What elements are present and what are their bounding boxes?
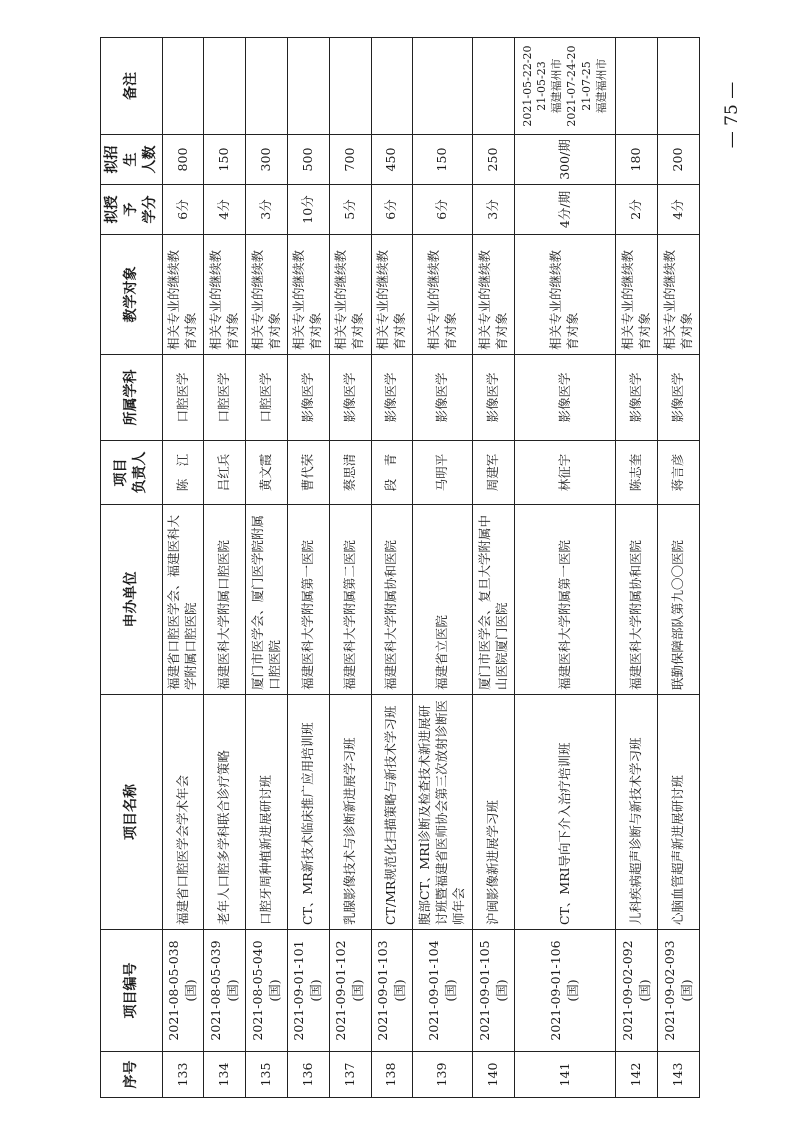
cell-code: 2021-09-01-105 (国) — [473, 930, 515, 1052]
cell-remark — [329, 38, 371, 135]
header-code: 项目编号 — [101, 930, 163, 1052]
header-leader: 项目 负责人 — [101, 441, 163, 505]
cell-unit: 福建省口腔医学会、福建医科大学附属口腔医院 — [162, 505, 204, 695]
cell-unit: 福建医科大学附属口腔医院 — [204, 505, 246, 695]
cell-target: 相关专业的继续教育对象 — [413, 235, 473, 355]
cell-code: 2021-09-02-093 (国) — [658, 930, 700, 1052]
cell-leader: 陈 江 — [162, 441, 204, 505]
cell-credit: 6分 — [162, 185, 204, 235]
cell-seq: 136 — [287, 1052, 329, 1098]
cell-count: 700 — [329, 135, 371, 185]
cell-unit: 厦门市医学会、厦门医学院附属口腔医院 — [246, 505, 288, 695]
cell-target: 相关专业的继续教育对象 — [162, 235, 204, 355]
cell-target: 相关专业的继续教育对象 — [371, 235, 413, 355]
cell-credit: 4分 — [658, 185, 700, 235]
table-row — [371, 38, 413, 1098]
header-target: 教学对象 — [101, 235, 163, 355]
table-row — [204, 38, 246, 1098]
page-number — [712, 60, 752, 170]
cell-credit: 2分 — [616, 185, 658, 235]
table-row — [473, 38, 515, 1098]
cell-count: 300 — [246, 135, 288, 185]
cell-discipline: 影像医学 — [371, 355, 413, 441]
cell-credit: 6分 — [371, 185, 413, 235]
cell-target: 相关专业的继续教育对象 — [287, 235, 329, 355]
cell-leader: 周建军 — [473, 441, 515, 505]
cell-remark — [473, 38, 515, 135]
header-seq: 序号 — [101, 1052, 163, 1098]
cell-leader: 曹代荣 — [287, 441, 329, 505]
cell-seq: 133 — [162, 1052, 204, 1098]
cell-count: 800 — [162, 135, 204, 185]
cell-target: 相关专业的继续教育对象 — [473, 235, 515, 355]
cell-code: 2021-09-01-103 (国) — [371, 930, 413, 1052]
cell-seq: 135 — [246, 1052, 288, 1098]
cell-seq: 138 — [371, 1052, 413, 1098]
cell-discipline: 影像医学 — [287, 355, 329, 441]
cell-leader: 马明平 — [413, 441, 473, 505]
cell-remark: 2021-05-22-2021-05-23 福建福州市 2021-07-24-2021-07-25 福建福州市 — [514, 38, 615, 135]
rotated-table-wrapper — [100, 38, 700, 1098]
cell-unit: 联勤保障部队第九〇〇医院 — [658, 505, 700, 695]
cell-name: 沪闽影像新进展学习班 — [473, 695, 515, 930]
cell-unit: 福建省立医院 — [413, 505, 473, 695]
table-row — [162, 38, 204, 1098]
table-row — [329, 38, 371, 1098]
cell-name: CT、MRI导向下介入治疗培训班 — [514, 695, 615, 930]
cell-unit: 福建医科大学附属第二医院 — [329, 505, 371, 695]
header-credit: 拟授予 学分 — [101, 185, 163, 235]
header-unit: 申办单位 — [101, 505, 163, 695]
cell-discipline: 影像医学 — [514, 355, 615, 441]
cell-seq: 142 — [616, 1052, 658, 1098]
cell-discipline: 口腔医学 — [162, 355, 204, 441]
cell-code: 2021-09-01-101 (国) — [287, 930, 329, 1052]
cell-count: 450 — [371, 135, 413, 185]
cell-discipline: 影像医学 — [413, 355, 473, 441]
cell-count: 300/期 — [514, 135, 615, 185]
header-discipline: 所属学科 — [101, 355, 163, 441]
table-row — [658, 38, 700, 1098]
cell-leader: 林征宇 — [514, 441, 615, 505]
project-table — [100, 37, 700, 1098]
header-remark: 备注 — [101, 38, 163, 135]
header-count: 拟招生 人数 — [101, 135, 163, 185]
cell-seq: 140 — [473, 1052, 515, 1098]
cell-remark — [287, 38, 329, 135]
cell-unit: 福建医科大学附属协和医院 — [616, 505, 658, 695]
cell-target: 相关专业的继续教育对象 — [514, 235, 615, 355]
cell-remark — [616, 38, 658, 135]
cell-leader: 陈志奎 — [616, 441, 658, 505]
cell-seq: 134 — [204, 1052, 246, 1098]
cell-credit: 4分/期 — [514, 185, 615, 235]
header-name: 项目名称 — [101, 695, 163, 930]
cell-credit: 3分 — [246, 185, 288, 235]
cell-seq: 141 — [514, 1052, 615, 1098]
cell-name: 腹部CT、MRI诊断及检查技术新进展研讨班暨福建省医师协会第三次放射诊断医师年会 — [413, 695, 473, 930]
cell-discipline: 影像医学 — [473, 355, 515, 441]
cell-unit: 厦门市医学会、复旦大学附属中山医院厦门医院 — [473, 505, 515, 695]
cell-code: 2021-09-01-102 (国) — [329, 930, 371, 1052]
cell-discipline: 口腔医学 — [246, 355, 288, 441]
cell-code: 2021-09-01-104 (国) — [413, 930, 473, 1052]
cell-target: 相关专业的继续教育对象 — [246, 235, 288, 355]
page-number-text: — 75 — — [722, 81, 743, 149]
cell-credit: 4分 — [204, 185, 246, 235]
cell-remark — [162, 38, 204, 135]
cell-unit: 福建医科大学附属第一医院 — [514, 505, 615, 695]
table-row — [413, 38, 473, 1098]
cell-leader: 黄文霞 — [246, 441, 288, 505]
cell-name: 乳腺影像技术与诊断新进展学习班 — [329, 695, 371, 930]
cell-count: 200 — [658, 135, 700, 185]
table-body — [162, 38, 699, 1098]
cell-remark — [204, 38, 246, 135]
cell-discipline: 影像医学 — [616, 355, 658, 441]
cell-count: 500 — [287, 135, 329, 185]
table-row — [616, 38, 658, 1098]
table-row — [246, 38, 288, 1098]
cell-code: 2021-08-05-038 (国) — [162, 930, 204, 1052]
cell-target: 相关专业的继续教育对象 — [329, 235, 371, 355]
cell-target: 相关专业的继续教育对象 — [204, 235, 246, 355]
cell-credit: 5分 — [329, 185, 371, 235]
table-row — [514, 38, 615, 1098]
cell-name: 心脑血管超声新进展研讨班 — [658, 695, 700, 930]
cell-code: 2021-09-02-092 (国) — [616, 930, 658, 1052]
cell-count: 150 — [413, 135, 473, 185]
cell-name: CT、MR新技术临床推广应用培训班 — [287, 695, 329, 930]
cell-leader: 蒋言彦 — [658, 441, 700, 505]
cell-remark — [413, 38, 473, 135]
cell-unit: 福建医科大学附属第一医院 — [287, 505, 329, 695]
cell-count: 250 — [473, 135, 515, 185]
cell-credit: 3分 — [473, 185, 515, 235]
cell-seq: 143 — [658, 1052, 700, 1098]
cell-name: 福建省口腔医学会学术年会 — [162, 695, 204, 930]
table-row — [287, 38, 329, 1098]
cell-remark — [371, 38, 413, 135]
cell-discipline: 影像医学 — [329, 355, 371, 441]
cell-credit: 6分 — [413, 185, 473, 235]
cell-discipline: 影像医学 — [658, 355, 700, 441]
cell-count: 150 — [204, 135, 246, 185]
cell-remark — [246, 38, 288, 135]
cell-leader: 段 青 — [371, 441, 413, 505]
cell-name: 口腔牙周种植新进展研讨班 — [246, 695, 288, 930]
cell-unit: 福建医科大学附属协和医院 — [371, 505, 413, 695]
table-header-row — [101, 38, 163, 1098]
cell-leader: 吕红兵 — [204, 441, 246, 505]
cell-name: CT/MR规范化扫描策略与新技术学习班 — [371, 695, 413, 930]
cell-target: 相关专业的继续教育对象 — [658, 235, 700, 355]
cell-name: 儿科疾病超声诊断与新技术学习班 — [616, 695, 658, 930]
cell-seq: 137 — [329, 1052, 371, 1098]
cell-code: 2021-08-05-039 (国) — [204, 930, 246, 1052]
cell-count: 180 — [616, 135, 658, 185]
cell-target: 相关专业的继续教育对象 — [616, 235, 658, 355]
cell-code: 2021-08-05-040 (国) — [246, 930, 288, 1052]
cell-name: 老年人口腔多学科联合诊疗策略 — [204, 695, 246, 930]
cell-leader: 蔡思清 — [329, 441, 371, 505]
cell-code: 2021-09-01-106 (国) — [514, 930, 615, 1052]
cell-discipline: 口腔医学 — [204, 355, 246, 441]
cell-credit: 10分 — [287, 185, 329, 235]
cell-remark — [658, 38, 700, 135]
cell-seq: 139 — [413, 1052, 473, 1098]
